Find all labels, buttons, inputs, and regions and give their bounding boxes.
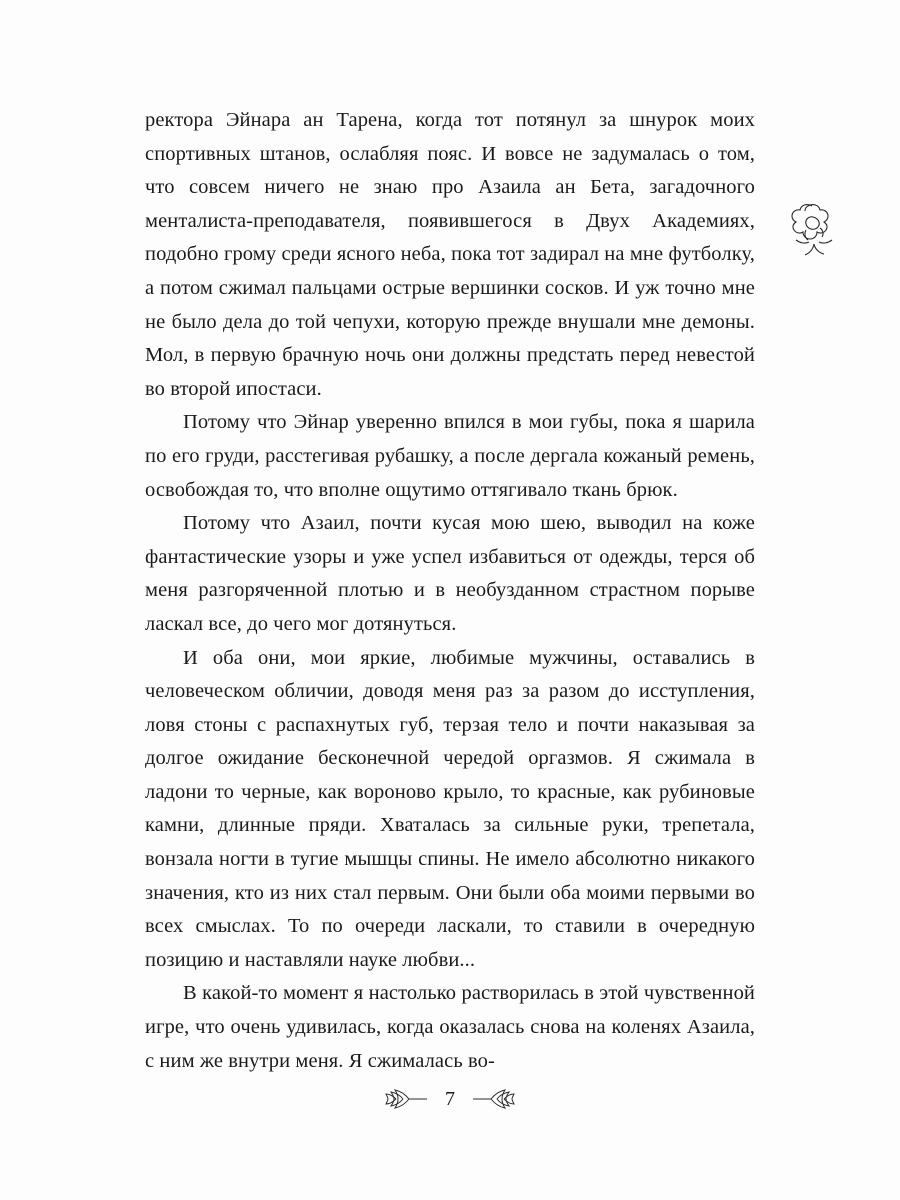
page-number: 7 [445,1087,455,1110]
page-footer [0,1086,900,1112]
paragraph: Потому что Азаил, почти кусая мою шею, выводил на коже фантастические узоры и уже успел избавиться от одежды, терся об меня разгоряченной плотью и в необузданном страстном порыве ласкал все, до чего мог дотянуться. [145,512,755,635]
paragraph: И оба они, мои яркие, любимые мужчины, оставались в человеческом обличии, доводя меня раз за разом до исступления, ловя стоны с распахнутых губ, терзая тело и почти наказывая за долгое ожидание бесконечной чередой оргазмов. Я сжимала в ладони то черные, как вороново крыло, то красные, как рубиновые камни, длинные пряди. Хваталась за сильные руки, трепетала, вонзала ногти в тугие мышцы спины. Не имело абсолютно никакого значения, кто из них стал первым. Они были оба моими первыми во всех смыслах. То по очереди ласкали, то ставили в очередную позицию и наставляли науке любви... [145,646,755,971]
paragraph: В какой-то момент я настолько растворилась в этой чувственной игре, что очень удивилась, когда оказалась снова на коленях Азаила, с ним же внутри меня. Я сжималась во- [145,982,755,1072]
paragraph: Потому что Эйнар уверенно впился в мои губы, пока я шарила по его груди, расстегивая рубашку, а после дергала кожаный ремень, освобождая то, что вполне ощутимо оттягивало ткань брюк. [145,411,755,501]
floral-ornament [786,196,842,260]
paragraph: ректора Эйнара ан Тарена, когда тот потянул за шнурок моих спортивных штанов, ослабляя пояс. И вовсе не задумалась о том, что совсем ничего не знаю про Азаила ан Бета, загадочного менталиста-преподавателя, появившегося в Двух Академиях, подобно грому среди ясного неба, пока тот задирал на мне футболку, а потом сжимал пальцами острые вершинки сосков. И уж точно мне не было дела до той чепухи, которую прежде внушали мне демоны. Мол, в первую брачную ночь они должны предстать перед невестой во второй ипостаси. [145,109,755,400]
page-body [145,104,755,1078]
wheat-sprig-ornament [383,1086,429,1112]
wheat-sprig-ornament [471,1086,517,1112]
